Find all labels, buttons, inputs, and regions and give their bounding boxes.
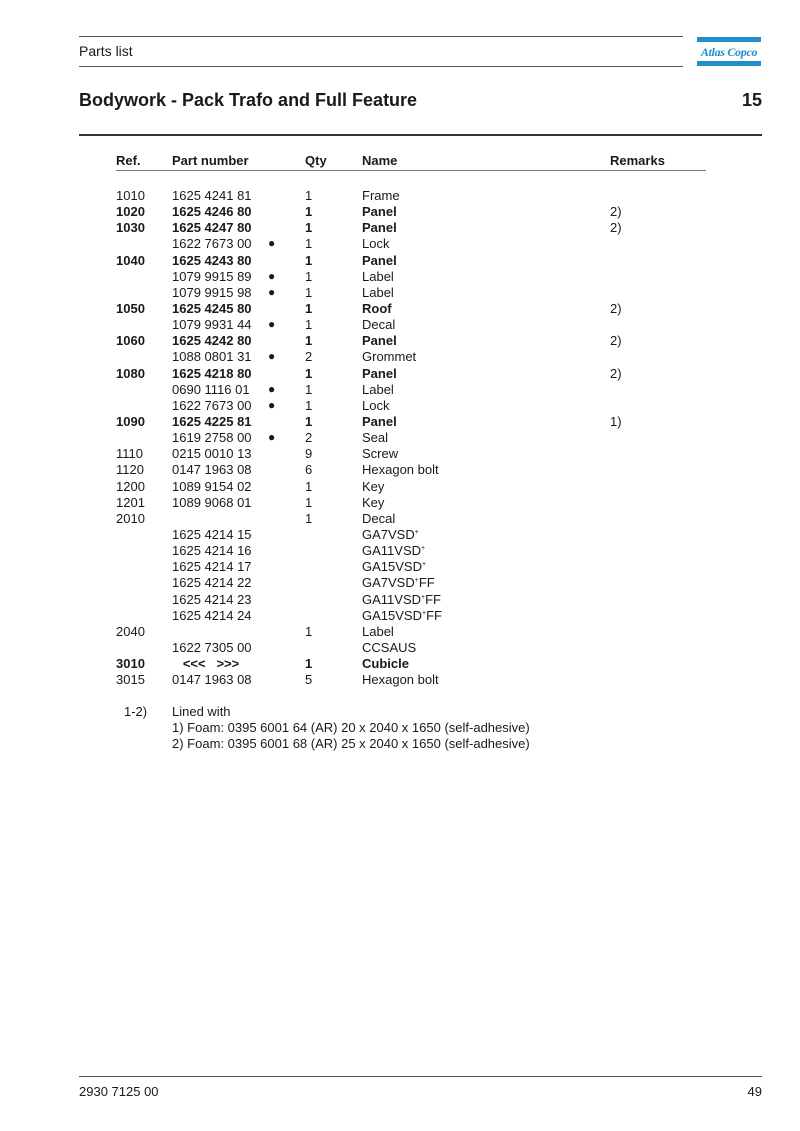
row-qty: 1 (305, 623, 313, 639)
note-line (0, 720, 800, 736)
parts-table-body (0, 188, 800, 688)
document-number: 2930 7125 00 (79, 1084, 159, 1099)
table-row (0, 462, 800, 478)
row-part-number: 1079 9915 89 (172, 268, 252, 284)
logo-bottom-bar (697, 61, 761, 66)
row-name: Key (362, 478, 385, 494)
row-remarks: 2) (610, 365, 622, 381)
row-qty: 1 (305, 220, 313, 236)
row-part-number: 0690 1116 01 (172, 381, 250, 397)
header-section-label: Parts list (79, 43, 133, 59)
row-qty: 1 (305, 656, 313, 672)
row-name: Hexagon bolt (362, 462, 439, 478)
row-name: Key (362, 494, 385, 510)
row-name: Panel (362, 204, 397, 220)
row-remarks: 1) (610, 413, 622, 429)
row-qty: 6 (305, 462, 313, 478)
row-qty: 9 (305, 446, 313, 462)
row-ref: 1050 (116, 300, 145, 316)
row-name: Panel (362, 220, 397, 236)
row-name-base: GA11VSD (362, 591, 422, 607)
row-part-number: <<< >>> (172, 656, 240, 672)
row-qty: 2 (305, 349, 313, 365)
row-qty: 1 (305, 494, 313, 510)
row-qty: 5 (305, 672, 313, 688)
row-name-superscript: + (421, 561, 427, 569)
row-name: Label (362, 268, 394, 284)
table-row (0, 236, 800, 252)
table-row (0, 640, 800, 656)
section-number: 15 (741, 90, 762, 110)
row-name: Hexagon bolt (362, 672, 439, 688)
row-part-number: 1625 4242 80 (172, 333, 252, 349)
row-name: Grommet (362, 349, 417, 365)
row-ref: 1120 (116, 462, 144, 478)
row-ref: 1060 (116, 333, 145, 349)
row-part-number: 0147 1963 08 (172, 672, 252, 688)
row-ref: 1201 (116, 494, 145, 510)
row-name: Lock (362, 236, 390, 252)
row-part-number: 1625 4241 81 (172, 188, 252, 203)
row-bullet: ● (268, 236, 276, 251)
row-part-number: 1088 0801 31 (172, 349, 252, 365)
page-title: Bodywork - Pack Trafo and Full Feature (79, 90, 418, 110)
row-name-superscript: + (414, 577, 419, 585)
row-qty: 1 (305, 333, 313, 349)
row-part-number: 1619 2758 00 (172, 430, 252, 446)
row-bullet: ● (268, 381, 276, 396)
logo-top-bar (697, 37, 761, 42)
table-row (0, 559, 800, 575)
row-name: Label (362, 381, 394, 397)
row-name (362, 592, 441, 607)
table-row (0, 414, 800, 430)
row-ref: 1030 (116, 220, 145, 236)
table-row (0, 608, 800, 624)
table-row (0, 382, 800, 398)
row-name: Seal (362, 430, 389, 446)
table-row (0, 672, 800, 688)
row-qty: 1 (305, 510, 313, 526)
row-qty: 1 (305, 300, 313, 316)
col-header-ref: Ref. (116, 153, 141, 168)
row-name: Screw (362, 446, 399, 462)
row-name: Label (362, 284, 394, 300)
row-name: Decal (362, 317, 396, 333)
row-name (362, 543, 425, 558)
row-ref: 1110 (116, 446, 143, 462)
row-qty: 1 (305, 397, 313, 413)
row-name-base: GA11VSD (362, 543, 422, 559)
row-bullet: ● (268, 284, 276, 299)
row-qty: 1 (305, 188, 313, 203)
table-row (0, 398, 800, 414)
row-ref: 1020 (116, 204, 145, 220)
row-part-number: 1079 9931 44 (172, 317, 252, 333)
row-name: Roof (362, 300, 392, 316)
row-part-number: 1625 4246 80 (172, 204, 252, 220)
page-number: 49 (747, 1084, 762, 1099)
row-name: Panel (362, 333, 397, 349)
note-text: 2) Foam: 0395 6001 68 (AR) 25 x 2040 x 1650 (self-adhesive) (172, 736, 530, 752)
table-row (0, 656, 800, 672)
col-header-remarks: Remarks (610, 153, 665, 168)
row-qty: 1 (305, 317, 313, 333)
note-text: Lined with (172, 704, 231, 719)
row-part-number: 1089 9068 01 (172, 494, 252, 510)
row-name: Panel (362, 252, 397, 268)
row-name: Lock (362, 397, 390, 413)
row-remarks: 2) (610, 220, 622, 236)
row-ref: 1080 (116, 365, 145, 381)
row-bullet: ● (268, 317, 276, 332)
row-name-base: GA7VSD (362, 575, 415, 591)
row-part-number: 1622 7673 00 (172, 236, 252, 252)
row-name (362, 559, 426, 574)
row-part-number: 1625 4243 80 (172, 252, 252, 268)
note-text: 1) Foam: 0395 6001 64 (AR) 20 x 2040 x 1650 (self-adhesive) (172, 720, 530, 736)
table-row (0, 188, 800, 204)
row-ref: 2010 (116, 510, 145, 526)
row-name-suffix: FF (425, 591, 441, 607)
row-ref: 1010 (116, 188, 145, 203)
note-line (0, 704, 800, 720)
table-row (0, 269, 800, 285)
row-ref: 1040 (116, 252, 145, 268)
logo-wordmark: Atlas Copco (700, 45, 758, 59)
table-row (0, 624, 800, 640)
row-part-number: 1625 4214 15 (172, 526, 252, 542)
row-ref: 1090 (116, 413, 145, 429)
header-bottom-rule (79, 66, 683, 67)
table-row (0, 333, 800, 349)
row-qty: 1 (305, 413, 313, 429)
row-ref: 2040 (116, 623, 145, 639)
row-name: CCSAUS (362, 639, 417, 655)
row-part-number: 1625 4214 16 (172, 543, 252, 559)
row-remarks: 2) (610, 204, 622, 220)
row-part-number: 0215 0010 13 (172, 446, 252, 462)
row-ref: 3010 (116, 656, 145, 672)
row-qty: 1 (305, 252, 313, 268)
table-row (0, 479, 800, 495)
table-header-rule (116, 170, 706, 171)
row-name-suffix: FF (426, 607, 442, 623)
col-header-qty: Qty (305, 153, 327, 168)
row-name (362, 608, 442, 623)
table-row (0, 220, 800, 236)
row-name: Cubicle (362, 656, 409, 672)
row-qty: 1 (305, 268, 313, 284)
row-remarks: 2) (610, 333, 622, 349)
row-part-number: 1622 7305 00 (172, 639, 252, 655)
table-row (0, 543, 800, 559)
row-qty: 1 (305, 204, 313, 220)
row-name: Label (362, 623, 394, 639)
table-header (0, 153, 800, 171)
table-row (0, 527, 800, 543)
row-name: Frame (362, 188, 400, 203)
table-row (0, 575, 800, 591)
row-part-number: 1079 9915 98 (172, 284, 252, 300)
row-name: Panel (362, 413, 397, 429)
row-name-base: GA15VSD (362, 607, 422, 623)
notes-block (0, 704, 800, 753)
table-row (0, 253, 800, 269)
row-bullet: ● (268, 349, 276, 364)
row-name (362, 575, 435, 590)
table-row (0, 430, 800, 446)
table-row (0, 446, 800, 462)
row-part-number: 1625 4214 22 (172, 575, 252, 591)
col-header-name: Name (362, 153, 398, 168)
table-row (0, 495, 800, 511)
row-name (362, 527, 419, 542)
row-part-number: 1622 7673 00 (172, 397, 252, 413)
row-name: Decal (362, 510, 396, 526)
row-part-number: 1625 4245 80 (172, 300, 252, 316)
row-name-base: GA7VSD (362, 526, 415, 542)
table-row (0, 204, 800, 220)
note-line (0, 736, 800, 752)
row-qty: 1 (305, 284, 313, 300)
table-row (0, 317, 800, 333)
col-header-part-number: Part number (172, 153, 249, 168)
row-qty: 1 (305, 478, 313, 494)
row-name-suffix: FF (418, 575, 435, 591)
row-name-base: GA15VSD (362, 559, 422, 575)
table-row (0, 349, 800, 365)
row-remarks: 2) (610, 300, 622, 316)
notes-ref: 1-2) (124, 704, 148, 719)
row-name-superscript: + (421, 609, 427, 617)
row-name-superscript: + (421, 593, 426, 601)
table-row (0, 366, 800, 382)
row-ref: 3015 (116, 672, 145, 688)
header-top-rule (79, 36, 683, 37)
row-qty: 1 (305, 236, 313, 252)
table-row (0, 511, 800, 527)
table-row (0, 285, 800, 301)
table-row (0, 592, 800, 608)
row-bullet: ● (268, 268, 276, 283)
row-name-superscript: + (414, 528, 419, 536)
row-part-number: 1625 4214 17 (172, 559, 252, 575)
row-part-number: 1625 4225 81 (172, 413, 252, 429)
brand-logo (697, 37, 761, 67)
row-qty: 2 (305, 430, 313, 446)
row-ref: 1200 (116, 478, 145, 494)
title-rule (79, 134, 762, 136)
row-part-number: 1625 4214 23 (172, 591, 252, 607)
row-name: Panel (362, 365, 397, 381)
row-name-superscript: + (421, 545, 426, 553)
row-part-number: 1089 9154 02 (172, 478, 252, 494)
row-part-number: 1625 4247 80 (172, 220, 252, 236)
row-part-number: 1625 4214 24 (172, 607, 252, 623)
row-qty: 1 (305, 381, 313, 397)
footer-rule (79, 1076, 762, 1077)
row-bullet: ● (268, 397, 276, 412)
row-part-number: 1625 4218 80 (172, 365, 252, 381)
row-bullet: ● (268, 430, 276, 445)
row-part-number: 0147 1963 08 (172, 462, 252, 478)
row-qty: 1 (305, 365, 313, 381)
table-row (0, 301, 800, 317)
